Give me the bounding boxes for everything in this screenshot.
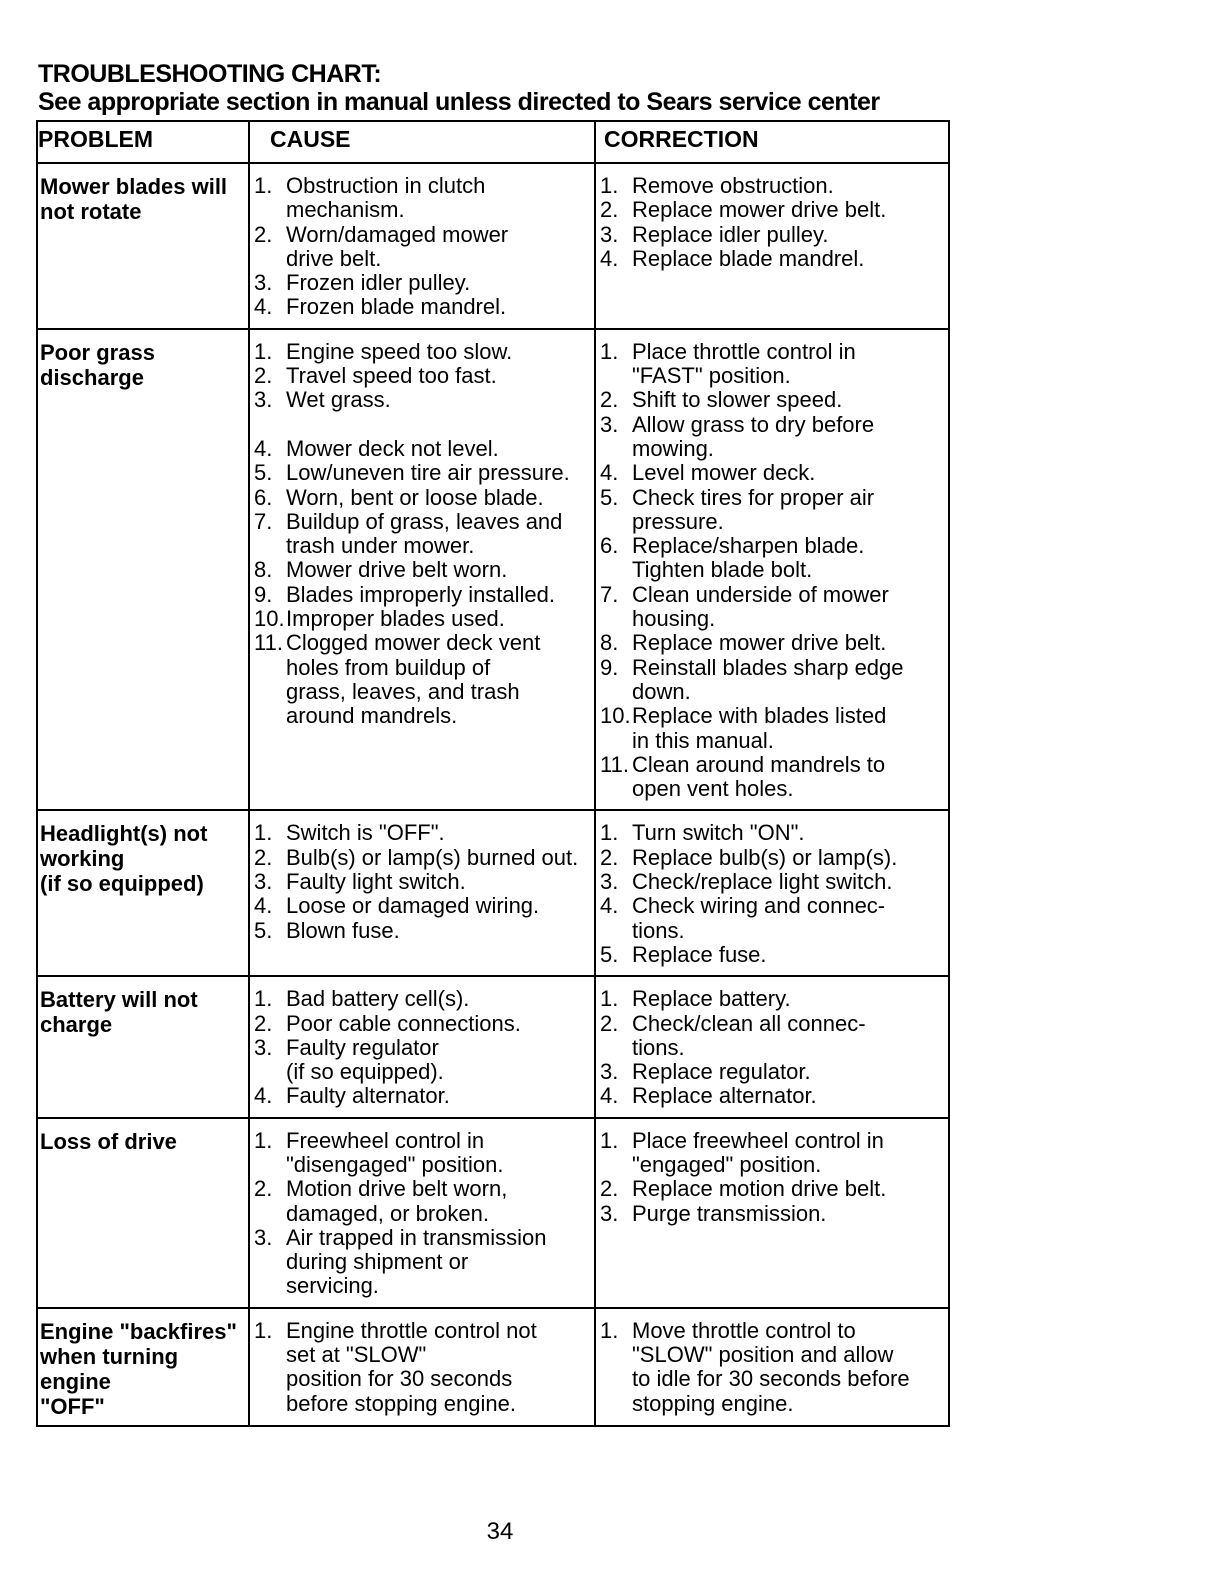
item-number: 6. xyxy=(600,533,619,559)
item-number: 9. xyxy=(600,654,619,680)
correction-item xyxy=(600,704,944,753)
cause-cell xyxy=(249,329,595,811)
item-text: Obstruction in clutch mechanism. xyxy=(286,173,486,223)
cause-item xyxy=(254,1319,590,1416)
item-number: 2. xyxy=(254,1176,273,1202)
table-row xyxy=(37,329,949,811)
item-text: Place freewheel control in "engaged" position. xyxy=(632,1127,884,1177)
item-text: Faulty alternator. xyxy=(286,1083,450,1109)
problem-cell xyxy=(37,163,249,329)
item-number: 1. xyxy=(600,986,619,1012)
cause-item xyxy=(254,271,590,295)
item-number: 5. xyxy=(600,941,619,967)
cause-cell xyxy=(249,810,595,976)
cause-item xyxy=(254,1084,590,1108)
item-text: Place throttle control in "FAST" position. xyxy=(632,338,856,389)
item-text: Blown fuse. xyxy=(286,917,400,943)
cause-item xyxy=(254,174,590,223)
item-number: 1. xyxy=(600,338,619,364)
cause-item xyxy=(254,894,590,918)
correction-item xyxy=(600,413,944,462)
item-text: Replace with blades listed in this manual. xyxy=(632,703,887,753)
item-text: Worn/damaged mower drive belt. xyxy=(286,221,509,271)
item-text: Shift to slower speed. xyxy=(632,387,843,413)
cause-item xyxy=(254,1129,590,1178)
item-number: 8. xyxy=(600,630,619,656)
item-text: Mower drive belt worn. xyxy=(286,557,508,583)
item-text: Air trapped in transmission during shipment or servicing. xyxy=(286,1224,547,1299)
correction-item xyxy=(600,894,944,943)
item-number: 3. xyxy=(254,270,273,296)
item-text: Worn, bent or loose blade. xyxy=(286,484,544,510)
problem-cell xyxy=(37,976,249,1117)
item-text: Clean around mandrels to open vent holes. xyxy=(632,751,886,802)
item-text: Engine speed too slow. xyxy=(286,338,513,364)
item-number: 2. xyxy=(254,363,273,389)
item-text: Faulty light switch. xyxy=(286,869,466,895)
item-text: Reinstall blades sharp edge down. xyxy=(632,654,904,704)
cause-item xyxy=(254,223,590,272)
cause-cell xyxy=(249,1118,595,1308)
item-number: 2. xyxy=(600,1176,619,1202)
item-number: 3. xyxy=(600,221,619,247)
problem-cell xyxy=(37,329,249,811)
item-text: Remove obstruction. xyxy=(632,173,834,198)
correction-item xyxy=(600,1060,944,1084)
item-text: Frozen idler pulley. xyxy=(286,270,471,296)
table-row xyxy=(37,163,949,329)
correction-item xyxy=(600,870,944,894)
correction-cell xyxy=(595,1118,949,1308)
cause-item xyxy=(254,1177,590,1226)
item-text: Loose or damaged wiring. xyxy=(286,893,540,919)
item-number: 1. xyxy=(254,1127,273,1153)
item-text: Low/uneven tire air pressure. xyxy=(286,460,570,486)
item-text: Switch is "OFF". xyxy=(286,820,445,846)
correction-item xyxy=(600,631,944,655)
item-number: 4. xyxy=(600,1083,619,1109)
item-number: 4. xyxy=(254,294,273,320)
item-text: Move throttle control to "SLOW" position and allow to idle for 30 seconds before stopping engine. xyxy=(632,1317,910,1416)
cause-item xyxy=(254,486,590,510)
item-number: 2. xyxy=(254,221,273,247)
table-row xyxy=(37,1308,949,1426)
item-number: 1. xyxy=(254,1317,273,1343)
item-number: 7. xyxy=(254,508,273,534)
item-text: Purge transmission. xyxy=(632,1200,827,1226)
item-text: Buildup of grass, leaves and trash under mower. xyxy=(286,508,563,559)
item-text: Wet grass. xyxy=(286,387,391,413)
item-number: 4. xyxy=(600,460,619,486)
cause-item xyxy=(254,295,590,319)
item-text: Replace regulator. xyxy=(632,1059,811,1085)
item-text: Replace alternator. xyxy=(632,1083,817,1109)
correction-item xyxy=(600,583,944,632)
cause-item xyxy=(254,461,590,485)
cause-item xyxy=(254,607,590,631)
cause-item xyxy=(254,919,590,943)
item-text: Replace mower drive belt. xyxy=(632,630,887,656)
problem-text: Poor grass discharge xyxy=(40,339,155,390)
cause-item xyxy=(254,870,590,894)
correction-item xyxy=(600,1084,944,1108)
item-text: Check tires for proper air pressure. xyxy=(632,484,875,534)
problem-text: Battery will not charge xyxy=(40,987,198,1038)
item-number: 1. xyxy=(600,820,619,846)
item-text: Replace battery. xyxy=(632,986,791,1012)
cause-item xyxy=(254,1226,590,1299)
item-text: Replace bulb(s) or lamp(s). xyxy=(632,844,898,870)
item-number: 11. xyxy=(254,630,283,656)
correction-item xyxy=(600,846,944,870)
problem-cell xyxy=(37,1308,249,1426)
correction-item xyxy=(600,1319,944,1416)
table-row xyxy=(37,976,949,1117)
correction-cell xyxy=(595,810,949,976)
item-number: 10. xyxy=(600,703,631,729)
correction-item xyxy=(600,340,944,389)
item-number: 7. xyxy=(600,581,619,607)
correction-cell xyxy=(595,1308,949,1426)
item-number: 4. xyxy=(254,893,273,919)
item-text: Check/replace light switch. xyxy=(632,869,893,895)
item-number: 4. xyxy=(600,893,619,919)
cause-item xyxy=(254,987,590,1011)
correction-cell xyxy=(595,329,949,811)
item-number: 2. xyxy=(600,387,619,413)
cause-cell xyxy=(249,163,595,329)
item-text: Replace blade mandrel. xyxy=(632,245,865,271)
item-number: 3. xyxy=(600,1200,619,1226)
correction-item xyxy=(600,753,944,802)
correction-item xyxy=(600,534,944,583)
cause-item xyxy=(254,1036,590,1085)
item-text: Check wiring and connec- tions. xyxy=(632,893,886,943)
correction-item xyxy=(600,174,944,198)
cause-item xyxy=(254,1012,590,1036)
item-text: Faulty regulator (if so equipped). xyxy=(286,1034,444,1085)
item-number: 4. xyxy=(600,245,619,271)
cause-cell xyxy=(249,1308,595,1426)
item-text: Motion drive belt worn, damaged, or broken. xyxy=(286,1176,508,1226)
troubleshooting-table xyxy=(36,120,950,1427)
item-text: Clean underside of mower housing. xyxy=(632,581,889,632)
cause-item xyxy=(254,510,590,559)
item-text: Replace idler pulley. xyxy=(632,221,829,247)
correction-cell xyxy=(595,163,949,329)
item-text: Improper blades used. xyxy=(286,606,505,632)
item-text: Level mower deck. xyxy=(632,460,816,486)
item-text: Clogged mower deck vent holes from buildup of grass, leaves, and trash around mandrels. xyxy=(286,630,541,729)
column-header-correction: CORRECTION xyxy=(595,121,949,163)
item-number: 11. xyxy=(600,751,629,777)
page-number: 34 xyxy=(486,1518,514,1545)
item-number: 5. xyxy=(600,484,619,510)
item-text: Engine throttle control not set at "SLOW" position for 30 seconds before stopping engine. xyxy=(286,1317,537,1416)
cause-item xyxy=(254,558,590,582)
item-number: 1. xyxy=(254,986,273,1012)
correction-item xyxy=(600,461,944,485)
item-text: Bad battery cell(s). xyxy=(286,986,470,1012)
problem-text: Mower blades will not rotate xyxy=(40,174,228,224)
item-text: Check/clean all connec- tions. xyxy=(632,1010,866,1060)
cause-item xyxy=(254,631,590,728)
correction-cell xyxy=(595,976,949,1117)
item-number: 3. xyxy=(254,387,273,413)
item-number: 5. xyxy=(254,460,273,486)
item-number: 2. xyxy=(254,1010,273,1036)
item-number: 3. xyxy=(254,869,273,895)
problem-cell xyxy=(37,810,249,976)
correction-item xyxy=(600,1012,944,1061)
cause-item xyxy=(254,583,590,607)
cause-cell xyxy=(249,976,595,1117)
correction-item xyxy=(600,1129,944,1178)
correction-item xyxy=(600,198,944,222)
cause-item xyxy=(254,388,590,437)
item-number: 3. xyxy=(254,1034,273,1060)
item-number: 1. xyxy=(600,1317,619,1343)
problem-text: Loss of drive xyxy=(40,1128,177,1154)
correction-item xyxy=(600,223,944,247)
item-number: 3. xyxy=(600,1059,619,1085)
item-number: 3. xyxy=(254,1224,273,1250)
item-number: 2. xyxy=(600,197,619,223)
item-number: 5. xyxy=(254,917,273,943)
table-body xyxy=(37,163,949,1426)
cause-item xyxy=(254,846,590,870)
problem-text: Headlight(s) not working (if so equipped) xyxy=(40,821,208,897)
item-text: Freewheel control in "disengaged" position. xyxy=(286,1127,504,1177)
cause-item xyxy=(254,340,590,364)
item-text: Allow grass to dry before mowing. xyxy=(632,411,875,461)
item-number: 2. xyxy=(254,844,273,870)
item-text: Frozen blade mandrel. xyxy=(286,294,507,320)
correction-item xyxy=(600,388,944,412)
item-text: Blades improperly installed. xyxy=(286,581,556,607)
table-row xyxy=(37,1118,949,1308)
item-number: 3. xyxy=(600,411,619,437)
item-number: 2. xyxy=(600,844,619,870)
correction-item xyxy=(600,486,944,535)
correction-item xyxy=(600,943,944,967)
item-number: 2. xyxy=(600,1010,619,1036)
item-text: Travel speed too fast. xyxy=(286,363,497,389)
item-text: Poor cable connections. xyxy=(286,1010,521,1036)
chart-title: TROUBLESHOOTING CHART: xyxy=(38,60,382,88)
cause-item xyxy=(254,364,590,388)
correction-item xyxy=(600,1177,944,1201)
correction-item xyxy=(600,821,944,845)
cause-item xyxy=(254,821,590,845)
table-header-row xyxy=(37,121,949,163)
item-number: 1. xyxy=(254,338,273,364)
problem-text: Engine "backfires" when turning engine "OFF" xyxy=(40,1318,237,1419)
correction-item xyxy=(600,987,944,1011)
cause-item xyxy=(254,437,590,461)
item-number: 1. xyxy=(254,820,273,846)
correction-item xyxy=(600,1202,944,1226)
item-number: 1. xyxy=(600,173,619,198)
item-number: 4. xyxy=(254,435,273,461)
item-text: Mower deck not level. xyxy=(286,435,499,461)
item-number: 6. xyxy=(254,484,273,510)
item-text: Replace/sharpen blade. Tighten blade bolt. xyxy=(632,533,865,583)
correction-item xyxy=(600,247,944,271)
item-number: 3. xyxy=(600,869,619,895)
item-number: 10. xyxy=(254,606,285,632)
item-text: Replace mower drive belt. xyxy=(632,197,887,223)
item-text: Turn switch "ON". xyxy=(632,820,805,846)
item-number: 1. xyxy=(254,173,273,198)
correction-item xyxy=(600,656,944,705)
item-number: 9. xyxy=(254,581,273,607)
item-number: 4. xyxy=(254,1083,273,1109)
column-header-cause: CAUSE xyxy=(249,121,595,163)
item-number: 8. xyxy=(254,557,273,583)
column-header-problem: PROBLEM xyxy=(37,121,249,163)
item-text: Replace motion drive belt. xyxy=(632,1176,887,1202)
table-row xyxy=(37,810,949,976)
item-text: Bulb(s) or lamp(s) burned out. xyxy=(286,844,579,870)
chart-subtitle: See appropriate section in manual unless directed to Sears service center xyxy=(38,88,880,116)
item-number: 1. xyxy=(600,1127,619,1153)
item-text: Replace fuse. xyxy=(632,941,767,967)
problem-cell xyxy=(37,1118,249,1308)
